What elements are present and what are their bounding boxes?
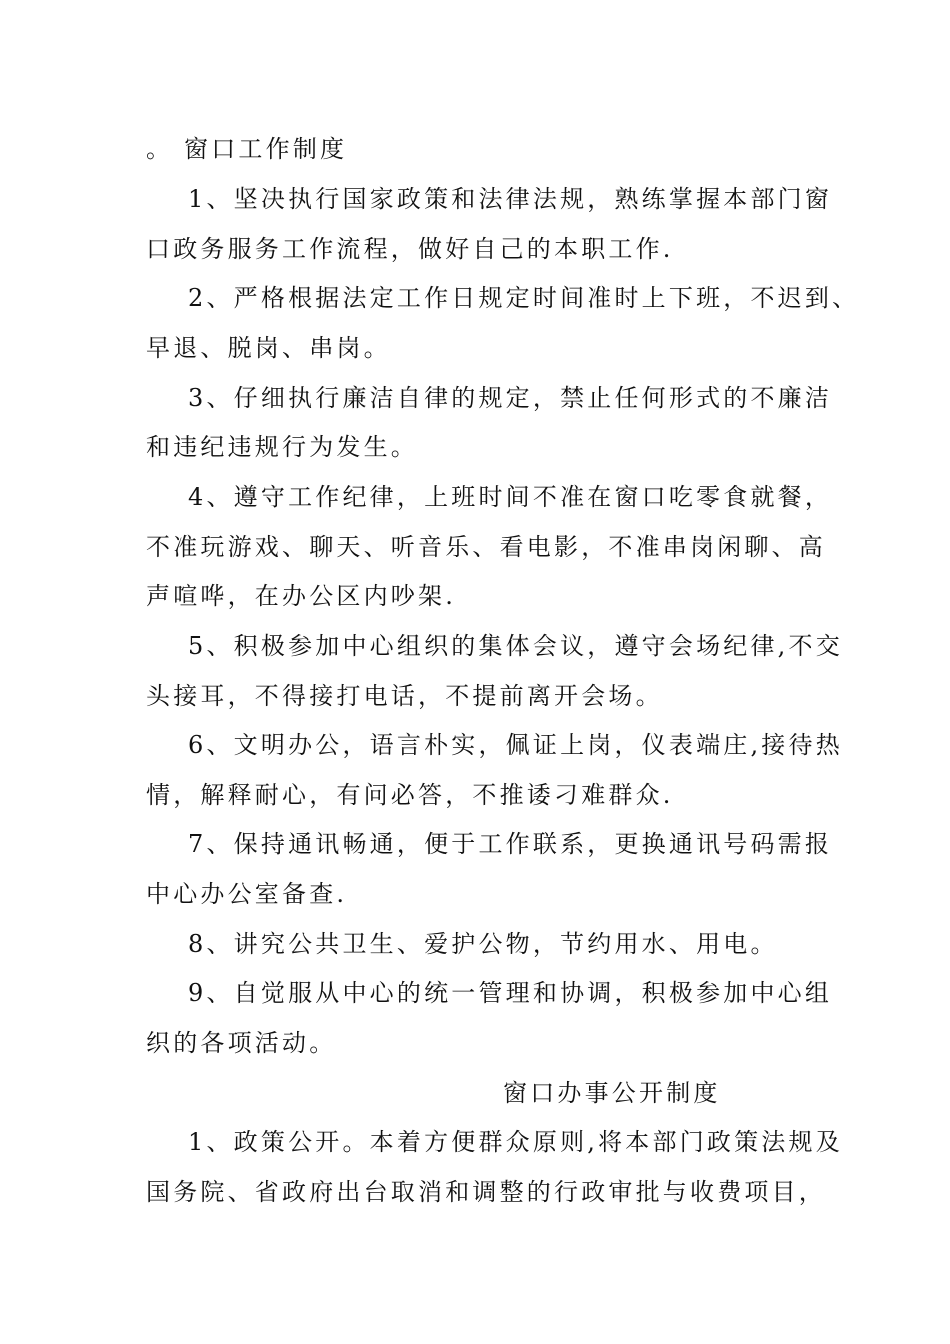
paragraph-line: 织的各项活动。 [146,1029,337,1057]
paragraph-line: 7、保持通讯畅通，便于工作联系，更换通讯号码需报 [188,830,833,858]
paragraph-line: 不准玩游戏、聊天、听音乐、看电影，不准串岗闲聊、高 [146,533,826,561]
paragraph-line: 2、严格根据法定工作日规定时间准时上下班，不迟到、 [188,284,860,312]
paragraph-line: 9、自觉服从中心的统一管理和协调，积极参加中心组 [188,979,833,1007]
paragraph-line: 早退、脱岗、串岗。 [146,334,391,362]
section-title-window-disclosure-rules: 窗口办事公开制度 [503,1079,721,1107]
paragraph-line: 8、讲究公共卫生、爱护公物，节约用水、用电。 [188,930,778,958]
paragraph-line: 国务院、省政府出台取消和调整的行政审批与收费项目， [146,1178,826,1206]
paragraph-line: 声喧哗，在办公区内吵架. [146,582,457,610]
paragraph-line: 和违纪违规行为发生。 [146,433,418,461]
paragraph-line: 头接耳，不得接打电话，不提前离开会场。 [146,682,663,710]
paragraph-line: 5、积极参加中心组织的集体会议，遵守会场纪律,不交 [188,632,843,660]
section-title-window-work-rules: 。 窗口工作制度 [146,135,348,163]
paragraph-line: 6、文明办公，语言朴实，佩证上岗，仪表端庄,接待热 [188,731,843,759]
paragraph-line: 中心办公室备查. [146,880,348,908]
paragraph-line: 1、坚决执行国家政策和法律法规，熟练掌握本部门窗 [188,185,833,213]
paragraph-line: 1、政策公开。本着方便群众原则,将本部门政策法规及 [188,1128,843,1156]
paragraph-line: 4、遵守工作纪律，上班时间不准在窗口吃零食就餐， [188,483,833,511]
paragraph-line: 口政务服务工作流程，做好自己的本职工作. [146,235,674,263]
paragraph-line: 情，解释耐心，有问必答，不推诿刁难群众. [146,781,674,809]
paragraph-line: 3、仔细执行廉洁自律的规定，禁止任何形式的不廉洁 [188,384,833,412]
